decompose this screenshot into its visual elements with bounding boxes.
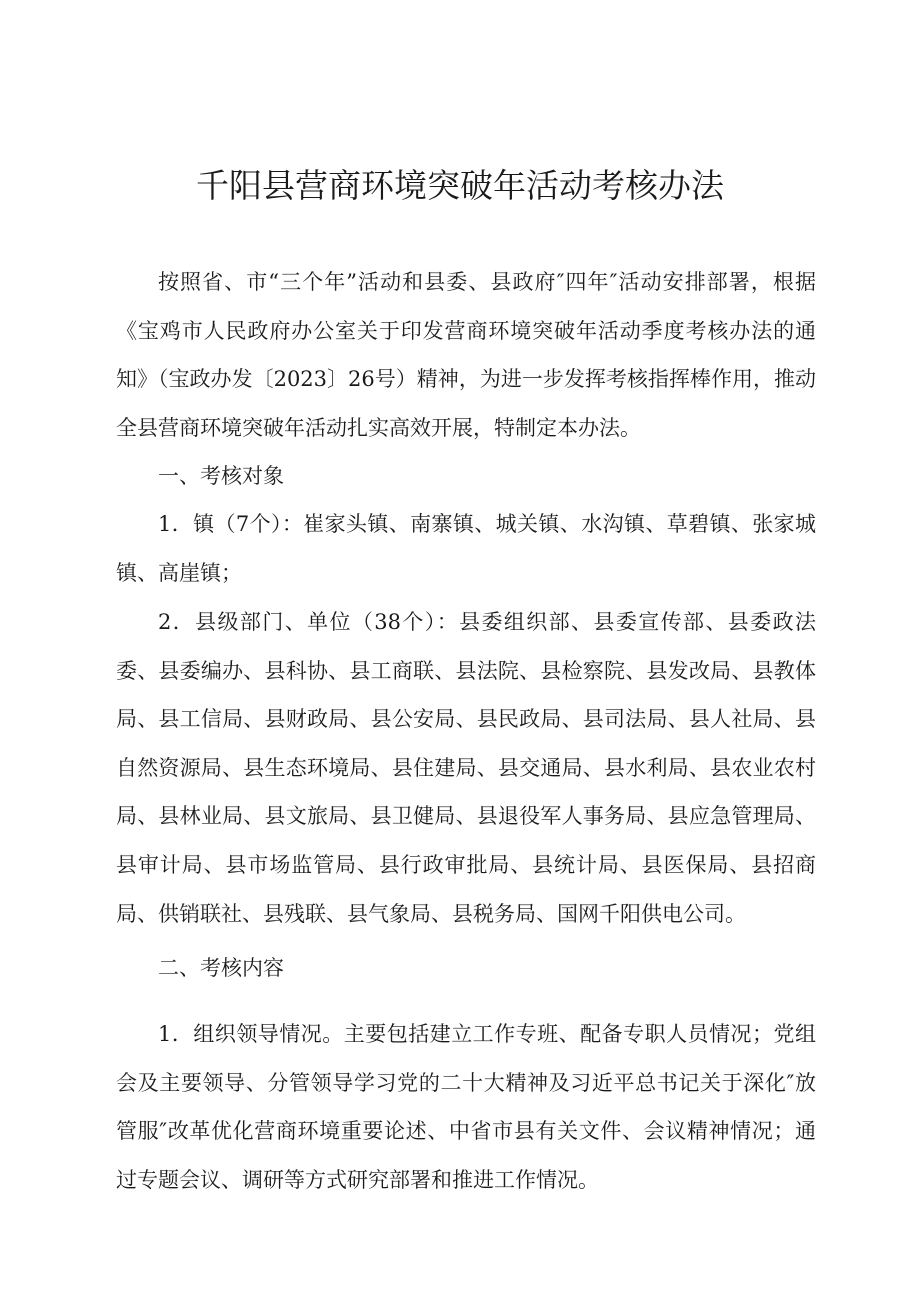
intro-paragraph: 按照省、市“三个年”活动和县委、县政府″四年″活动安排部署，根据《宝鸡市人民政府办公室关于印发营商环境突破年活动季度考核办法的通知》（宝政办发〔2023〕26号）精神，为进一步发挥考核指挥棒作用，推动全县营商环境突破年活动扎实高效开展，特制定本办法。 bbox=[116, 270, 816, 440]
item-county-departments: 2．县级部门、单位（38个）：县委组织部、县委宣传部、县委政法委、县委编办、县科协、县工商联、县法院、县检察院、县发改局、县教体局、县工信局、县财政局、县公安局、县民政局、县司法局、县人社局、县自然资源局、县生态环境局、县住建局、县交通局、县水利局、县农业农村局、县林业局、县文旅局、县卫健局、县退役军人事务局、县应急管理局、县审计局、县市场监管局、县行政审批局、县统计局、县医保局、县招商局、供销联社、县残联、县气象局、县税务局、国网千阳供电公司。 bbox=[116, 610, 816, 926]
section-heading-assessment-content: 二、考核内容 bbox=[158, 956, 284, 980]
section-heading-assessment-targets: 一、考核对象 bbox=[158, 464, 284, 488]
item-towns: 1．镇（7个）：崔家头镇、南寨镇、城关镇、水沟镇、草碧镇、张家城镇、高崖镇； bbox=[116, 512, 816, 585]
item-organizational-leadership: 1．组织领导情况。主要包括建立工作专班、配备专职人员情况；党组会及主要领导、分管领导学习党的二十大精神及习近平总书记关于深化″放管服″改革优化营商环境重要论述、中省市县有关文件、会议精神情况；通过专题会议、调研等方式研究部署和推进工作情况。 bbox=[116, 1022, 816, 1192]
document-title: 千阳县营商环境突破年活动考核办法 bbox=[196, 166, 724, 205]
